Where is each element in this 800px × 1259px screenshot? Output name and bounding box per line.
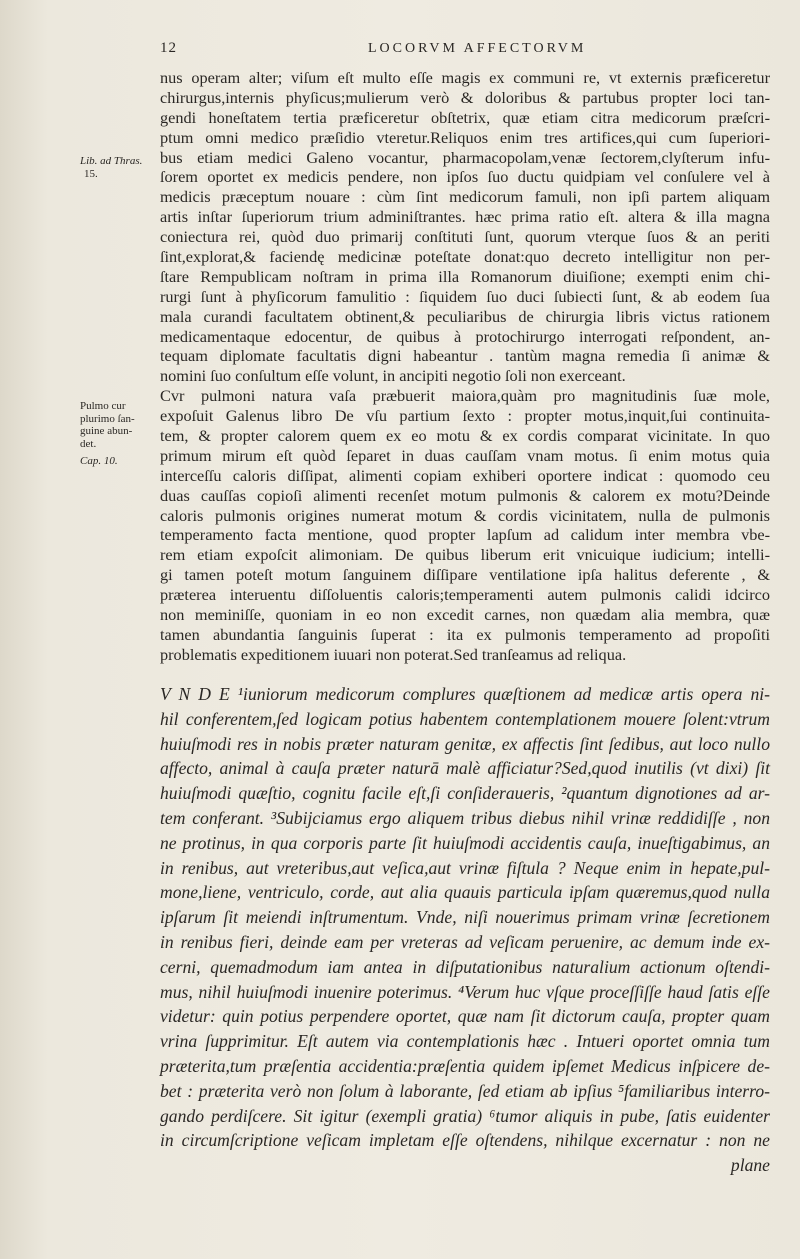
text-line: temperamento facta mentione, quod propter lapſum ad calidum inter membra vbe- (160, 525, 770, 545)
text-line: præterea interuentu diſſoluentis caloris;temperamenti autem pulmonis calidi idcirco (160, 585, 770, 605)
italic-text-line: hil conferentem,ſed logicam potius habentem contemplationem mouere ſolent:vtrum (160, 708, 770, 729)
text-line: duas cauſſas copioſi alimenti recenſet motum pulmonis & calorem ex motu?Deinde (160, 485, 770, 505)
italic-text-line: in circumſcriptione veſicam impletam eſſe oſtendens, nihilque excernatur : non ne (160, 1130, 770, 1151)
margin-note-line: 15. (84, 167, 98, 180)
text-line: rem etiam expoſcit alimoniam. De quibus liberum erit vnicuique iudicium; intelli- (160, 545, 770, 565)
margin-note-line: Pulmo cur (80, 400, 126, 412)
margin-note-line: det. (80, 437, 97, 450)
margin-note-line: Cap. 10. (80, 455, 118, 467)
text-line: gendi honeſtatem tertia præficeretur obſtetrix, quæ etiam citra medicorum præſcri- (160, 107, 770, 127)
main-text-italic (160, 682, 770, 1178)
main-text-roman (160, 68, 770, 665)
text-line: interceſſu caloris diſſipat, alimenti copiam exhiberi oportere indicat : quomodo ceu (160, 465, 770, 485)
text-line: tem, & propter calorem quem ex eo motu & ex cordis comparat vicinitate. In quo (160, 426, 770, 446)
margin-note-pulmo (80, 400, 150, 450)
italic-text-line: præterita,tum præſentia accidentia:præſentia quidem ipſemet Medicus inſpicere de- (160, 1055, 770, 1076)
text-line: Cvr pulmoni natura vaſa præbuerit maiora,quàm pro magnitudinis ſuæ mole, (160, 386, 770, 406)
italic-text-line: gando perdiſcere. Sit igitur (exempli gratia) ⁶tumor aliquis in pube, ſatis euidenter (160, 1105, 770, 1126)
text-line: expoſuit Galenus libro De vſu partium ſexto : propter motus,inquit,ſui continuita- (160, 406, 770, 426)
margin-note-line: Lib. ad Thras. (80, 155, 143, 167)
margin-note-line: plurimo ſan- (80, 412, 135, 425)
italic-text-line: in renibus fieri, deinde eam per vreteras ad veſicam peruenire, ac demum inde ex- (160, 931, 770, 952)
italic-text-line: videtur: quin potius perpendere oportet, quæ nam ſit dictorum cauſa, propter quam (160, 1006, 770, 1027)
text-line: tamen abundantia ſanguinis ſuperat : ita ex pulmonis temperamento ad propoſiti (160, 624, 770, 644)
text-line: mala curandi facultatem obtinent,& peculiaribus de chirurgia libris victus rationem (160, 306, 770, 326)
italic-text-line: ne protinus, in qua corporis parte ſit huiuſmodi accidentis cauſa, inueſtigabimus, an (160, 832, 770, 853)
running-head (0, 40, 800, 62)
text-line: gi tamen poteſt motum ſanguinem diſſipare ventilatione ipſa halitus deferente , & (160, 565, 770, 585)
italic-text-line: mone,liene, ventriculo, corde, aut alia quauis particula ipſam quæremus,quod nulla (160, 882, 770, 903)
text-line: ſorem oportet ex medicis pendere, non ipſos ſuo ductu quidpiam vel conſulere vel à (160, 167, 770, 187)
italic-text-line: plane (730, 1155, 770, 1176)
margin-note-line: guine abun- (80, 425, 133, 437)
italic-text-line: mus, nihil huiuſmodi inuenire poterimus. ⁴Verum huc vſque proceſſiſſe haud ſatis eſſe (160, 981, 770, 1002)
text-line: tequam diplomate facultatis digni habeantur . tantùm magna remedia ſi animæ & (160, 346, 770, 366)
margin-note-cap-10 (80, 455, 150, 468)
text-line: medicamentaque edocentur, de quibus à protochirurgo interrogati reſpondent, an- (160, 326, 770, 346)
margin-note-lib-ad-thras (80, 155, 150, 180)
italic-text-line: huiuſmodi res in nobis præter naturam genitæ, ex affectis ſint ſedibus, aut loco nullo (160, 733, 770, 754)
page-number: 12 (160, 40, 177, 56)
text-line: non meminiſſe, quoniam in eo non excedit carnes, non quædam alia membra, quæ (160, 605, 770, 625)
text-line: artis inſtar ſuperiorum trium adminiſtrantes. hæc prima ratio eſt. altera & illa magna (160, 207, 770, 227)
italic-text-line: affecto, animal à cauſa præter naturā malè afficiatur?Sed,quod inutilis (vt dixi) ſit (160, 758, 770, 779)
running-head-title: LOCORVM AFFECTORVM (368, 41, 587, 56)
text-line: nus operam alter; viſum eſt multo eſſe magis ex communi re, vt externis præficeretur (160, 68, 770, 87)
italic-text-line: bet : præterita verò non ſolum à laborante, ſed etiam ab ipſius ⁵familiaribus interro- (160, 1080, 770, 1101)
text-line: problematis expeditionem iuuari non poterat.Sed tranſeamus ad reliqua. (160, 644, 627, 664)
text-line: primum mirum eſt quòd ſeparet in duas cauſſam vnam motus. ſi enim motus quia (160, 445, 770, 465)
italic-text-line: huiuſmodi quæſtio, cognitu facile eſt,ſi conſideraueris, ²quantum dignotiones ad ar- (160, 783, 770, 804)
italic-text-line: in renibus, aut vreteribus,aut veſica,aut vrinæ fiſtula ? Neque enim in hepate,pul- (160, 857, 770, 878)
text-line: caloris pulmonis origines numerat motum & cordis vicinitatem, nulla de pulmonis (160, 505, 770, 525)
italic-text-line: cerni, quemadmodum iam antea in diſputationibus naturalium actionum oſtendi- (160, 956, 770, 977)
italic-text-line: V N D E ¹iuniorum medicorum complures quæſtionem ad medicæ artis opera ni- (160, 684, 770, 704)
italic-text-line: vrina ſupprimitur. Eſt autem via contemplationis hæc . Intueri oportet omnia tum (160, 1031, 770, 1052)
text-line: medicis præceptum nouare : cùm ſint medicorum famuli, non ipſi partem aliquam (160, 187, 770, 207)
text-line: ſint,explorat,& faciendę medicinæ poteſtate donat:quo decreto intelligitur non per- (160, 247, 770, 267)
text-line: coniectura rei, quòd duo primarij conſtituti ſunt, quorum vterque ſuos & an periti (160, 227, 770, 247)
text-line: chirurgus,internis phyſicus;mulierum verò & doloribus & partubus propter loci tan- (160, 87, 770, 107)
text-line: bus etiam medici Galeno vocantur, pharmacopolam,venæ ſectorem,clyſterum infu- (160, 147, 770, 167)
italic-text-line: tem conferant. ³Subijciamus ergo aliquem tribus diebus nihil vrinæ reddidiſſe , non (160, 807, 770, 828)
text-line: nomini ſuo conſultum eſſe volunt, in ancipiti negotio ſoli non exerceant. (160, 366, 626, 386)
italic-text-line: ipſarum ſit meiendi inſtrumentum. Vnde, niſi nouerimus primam vrinæ ſecretionem (160, 907, 770, 928)
text-line: ſtare Rempublicam noſtram in prima illa Romanorum diuiſione; exempti enim chi- (160, 266, 770, 286)
text-line: rurgi ſunt à phyſicorum famulitio : ſiquidem ſuo duci ſubiecti ſunt, & ab eodem ſua (160, 286, 770, 306)
text-line: ptum omni medico præſidio vteretur.Reliquos enim tres artifices,qui cum ſuperiori- (160, 127, 770, 147)
